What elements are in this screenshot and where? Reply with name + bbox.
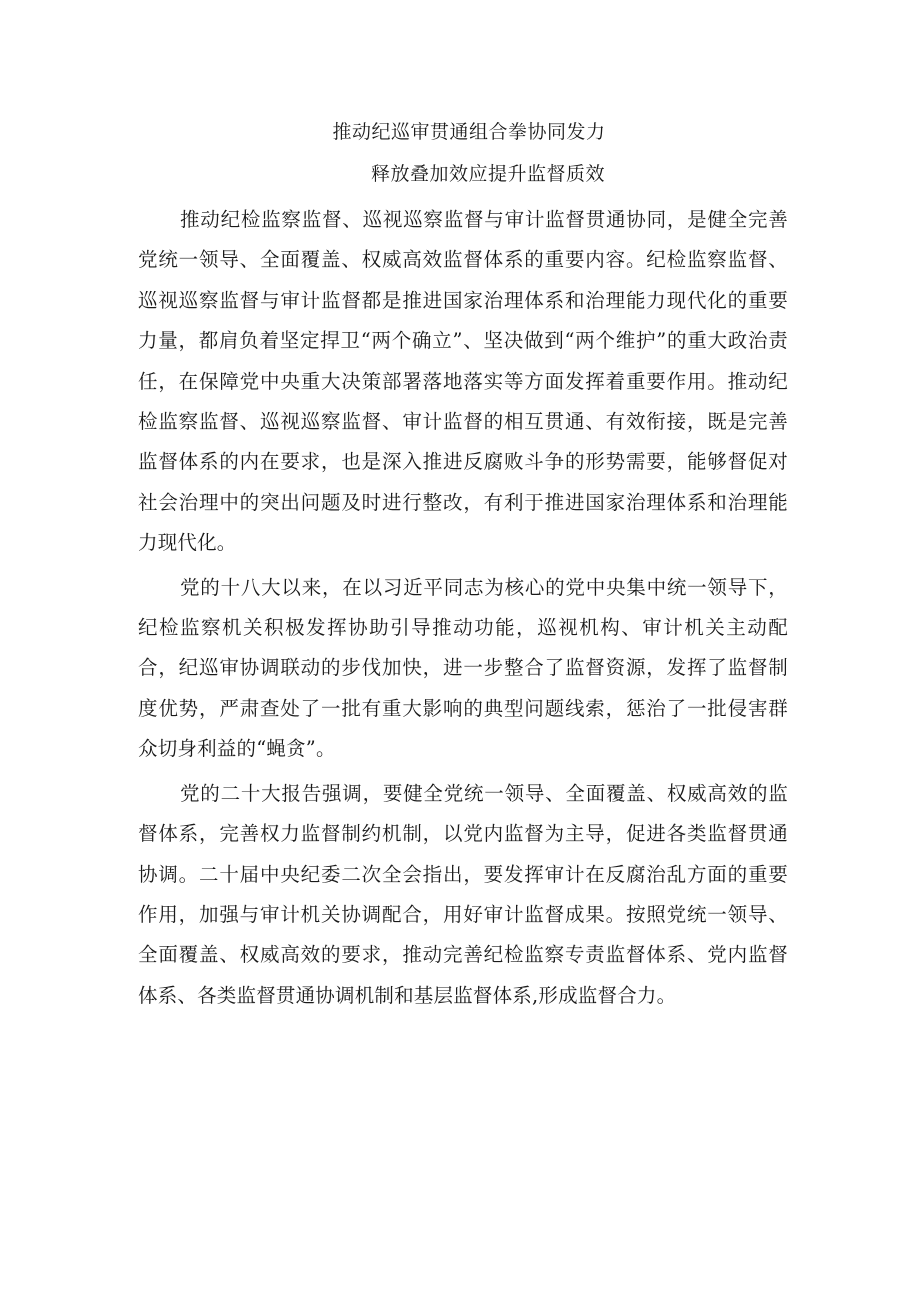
document-subtitle: 释放叠加效应提升监督质效 [370, 163, 605, 185]
document-title: 推动纪巡审贯通组合拳协同发力 [332, 121, 606, 143]
paragraph-3: 党的二十大报告强调，要健全党统一领导、全面覆盖、权威高效的监督体系，完善权力监督制约机制，以党内监督为主导，促进各类监督贯通协调。二十届中央纪委二次全会指出，要发挥审计在反腐治乱方面的重要作用，加强与审计机关协调配合，用好审计监督成果。按照党统一领导、全面覆盖、权威高效的要求，推动完善纪检监察专责监督体系、党内监督体系、各类监督贯通协调机制和基层监督体系,形成监督合力。 [138, 781, 788, 1007]
document-body [138, 112, 788, 1016]
paragraph-2: 党的十八大以来，在以习近平同志为核心的党中央集中统一领导下，纪检监察机关积极发挥协助引导推动功能，巡视机构、审计机关主动配合，纪巡审协调联动的步伐加快，进一步整合了监督资源，发挥了监督制度优势，严肃查处了一批有重大影响的典型问题线索，惩治了一批侵害群众切身利益的“蝇贪”。 [138, 575, 788, 761]
paragraph-1: 推动纪检监察监督、巡视巡察监督与审计监督贯通协同，是健全完善党统一领导、全面覆盖、权威高效监督体系的重要内容。纪检监察监督、巡视巡察监督与审计监督都是推进国家治理体系和治理能力现代化的重要力量，都肩负着坚定捍卫“两个确立”、坚决做到“两个维护”的重大政治责任，在保障党中央重大决策部署落地落实等方面发挥着重要作用。推动纪检监察监督、巡视巡察监督、审计监督的相互贯通、有效衔接，既是完善监督体系的内在要求，也是深入推进反腐败斗争的形势需要，能够督促对社会治理中的突出问题及时进行整改，有利于推进国家治理体系和治理能力现代化。 [138, 208, 788, 555]
